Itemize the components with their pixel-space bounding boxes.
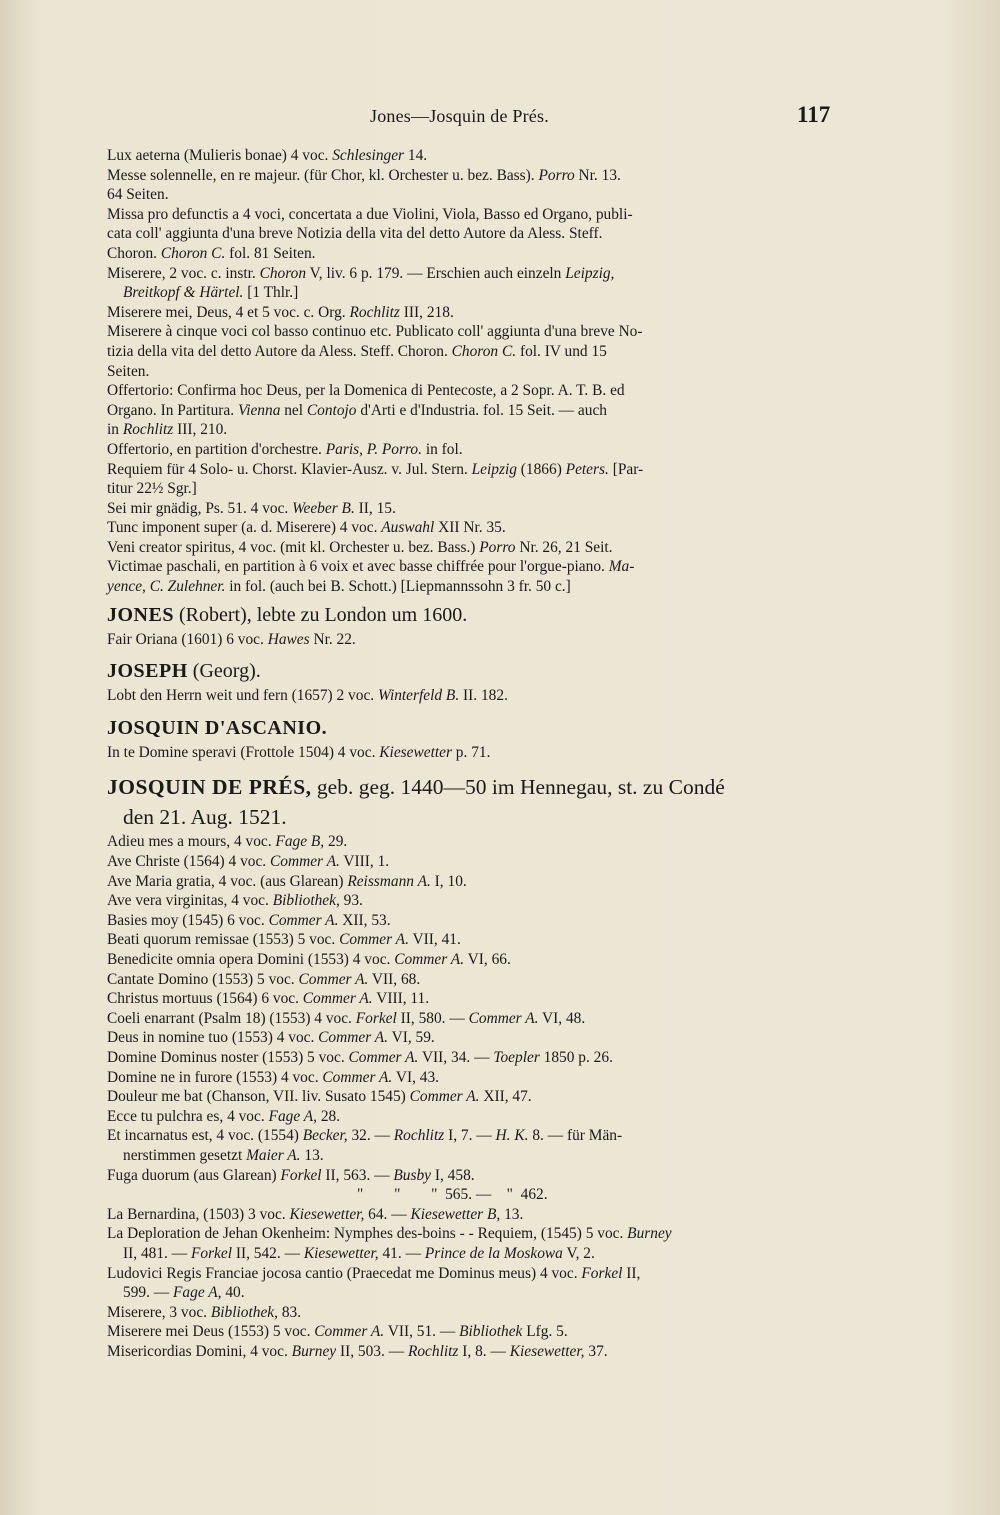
- entry-line: Seiten.: [107, 362, 150, 380]
- running-head: [0, 100, 1000, 136]
- entry-line: Ave vera virginitas, 4 voc. Bibliothek, 93.: [107, 892, 363, 910]
- entry-line: La Bernardina, (1503) 3 voc. Kiesewetter, 64. — Kiesewetter B, 13.: [107, 1205, 524, 1223]
- entry-line: Fair Oriana (1601) 6 voc. Hawes Nr. 22.: [107, 630, 356, 648]
- entry-line: Domine ne in furore (1553) 4 voc. Commer A. VI, 43.: [107, 1068, 440, 1086]
- entry-line: nerstimmen gesetzt Maier A. 13.: [123, 1146, 324, 1164]
- entry-line: Cantate Domino (1553) 5 voc. Commer A. VII, 68.: [107, 970, 421, 988]
- entry-line: titur 22½ Sgr.]: [107, 480, 197, 498]
- entry-line: Veni creator spiritus, 4 voc. (mit kl. Orchester u. bez. Bass.) Porro Nr. 26, 21 Seit.: [107, 538, 613, 556]
- entry-line: Ave Maria gratia, 4 voc. (aus Glarean) Reissmann A. I, 10.: [107, 872, 467, 890]
- entry-line: Missa pro defunctis a 4 voci, concertata a due Violini, Viola, Basso ed Organo, publi-: [107, 205, 633, 223]
- running-title: Jones—Josquin de Prés.: [370, 106, 549, 126]
- entry-line: Beati quorum remissae (1553) 5 voc. Commer A. VII, 41.: [107, 931, 461, 949]
- entry-line: Ecce tu pulchra es, 4 voc. Fage A, 28.: [107, 1107, 341, 1125]
- entry-line: Offertorio, en partition d'orchestre. Paris, P. Porro. in fol.: [107, 440, 463, 458]
- entry-line: Et incarnatus est, 4 voc. (1554) Becker, 32. — Rochlitz I, 7. — H. K. 8. — für Män-: [107, 1127, 623, 1145]
- entry-line: Tunc imponent super (a. d. Miserere) 4 voc. Auswahl XII Nr. 35.: [107, 519, 506, 537]
- entry-line: tizia della vita del detto Autore da Aless. Steff. Choron. Choron C. fol. IV und 15: [107, 342, 607, 360]
- composer-heading-josquin-dascanio: JOSQUIN D'ASCANIO.: [107, 716, 328, 739]
- entry-line: " " " 565. — " 462.: [357, 1186, 548, 1204]
- entry-line: Sei mir gnädig, Ps. 51. 4 voc. Weeber B. II, 15.: [107, 499, 396, 517]
- entry-line: Misericordias Domini, 4 voc. Burney II, 503. — Rochlitz I, 8. — Kiesewetter, 37.: [107, 1342, 608, 1360]
- composer-heading-joseph: JOSEPH (Georg).: [107, 660, 261, 683]
- entry-line: Miserere à cinque voci col basso continuo etc. Publicato coll' aggiunta d'una breve No-: [107, 323, 643, 341]
- entry-line: Domine Dominus noster (1553) 5 voc. Commer A. VII, 34. — Toepler 1850 p. 26.: [107, 1048, 613, 1066]
- entry-line: In te Domine speravi (Frottole 1504) 4 voc. Kiesewetter p. 71.: [107, 743, 491, 761]
- entry-line: Lux aeterna (Mulieris bonae) 4 voc. Schlesinger 14.: [107, 147, 428, 164]
- entry-line: Miserere, 2 voc. c. instr. Choron V, liv. 6 p. 179. — Erschien auch einzeln Leipzig,: [107, 264, 615, 282]
- composer-heading-jones: JONES (Robert), lebte zu London um 1600.: [107, 603, 468, 626]
- entry-line: Offertorio: Confirma hoc Deus, per la Domenica di Pentecoste, a 2 Sopr. A. T. B. ed: [107, 382, 625, 400]
- entry-line: Miserere mei, Deus, 4 et 5 voc. c. Org. Rochlitz III, 218.: [107, 303, 454, 321]
- entry-line: in Rochlitz III, 210.: [107, 421, 228, 439]
- entry-line: Deus in nomine tuo (1553) 4 voc. Commer A. VI, 59.: [107, 1029, 435, 1047]
- entry-line: Miserere mei Deus (1553) 5 voc. Commer A. VII, 51. — Bibliothek Lfg. 5.: [107, 1323, 568, 1341]
- entry-line: Choron. Choron C. fol. 81 Seiten.: [107, 244, 316, 262]
- entry-line: Organo. In Partitura. Vienna nel Contojo d'Arti e d'Industria. fol. 15 Seit. — auch: [107, 401, 607, 419]
- entry-line: Requiem für 4 Solo- u. Chorst. Klavier-Ausz. v. Jul. Stern. Leipzig (1866) Peters. [Par-: [107, 460, 644, 478]
- entry-line: Messe solennelle, en re majeur. (für Chor, kl. Orchester u. bez. Bass). Porro Nr. 13.: [107, 166, 621, 184]
- entry-line: Christus mortuus (1564) 6 voc. Commer A. VIII, 11.: [107, 990, 430, 1008]
- entry-line: yence, C. Zulehner. in fol. (auch bei B. Schott.) [Liepmannssohn 3 fr. 50 c.]: [107, 578, 571, 596]
- entry-line: 599. — Fage A, 40.: [123, 1284, 245, 1302]
- entry-line: Adieu mes a mours, 4 voc. Fage B, 29.: [107, 833, 348, 851]
- entry-line: Fuga duorum (aus Glarean) Forkel II, 563. — Busby I, 458.: [107, 1166, 475, 1184]
- composer-heading-josquin-de-pres: JOSQUIN DE PRÉS, geb. geg. 1440—50 im Hennegau, st. zu Condé: [107, 775, 725, 800]
- entry-line: Miserere, 3 voc. Bibliothek, 83.: [107, 1303, 302, 1321]
- entry-line: Ludovici Regis Franciae jocosa cantio (Praecedat me Dominus meus) 4 voc. Forkel II,: [107, 1264, 641, 1282]
- entry-line: Ave Christe (1564) 4 voc. Commer A. VIII, 1.: [107, 853, 390, 871]
- entry-line: Lobt den Herrn weit und fern (1657) 2 voc. Winterfeld B. II. 182.: [107, 687, 508, 705]
- entry-line: Coeli enarrant (Psalm 18) (1553) 4 voc. Forkel II, 580. — Commer A. VI, 48.: [107, 1009, 586, 1027]
- entry-line: Breitkopf & Härtel. [1 Thlr.]: [123, 284, 299, 302]
- catalog-text: [107, 146, 835, 1361]
- page-number: 117: [797, 102, 831, 127]
- entry-line: II, 481. — Forkel II, 542. — Kiesewetter, 41. — Prince de la Moskowa V, 2.: [123, 1244, 595, 1262]
- composer-heading-dates: den 21. Aug. 1521.: [123, 805, 287, 830]
- entry-line: Victimae paschali, en partition à 6 voix et avec basse chiffrée pour l'orgue-piano. Ma-: [107, 558, 635, 576]
- entry-line: Basies moy (1545) 6 voc. Commer A. XII, 53.: [107, 911, 391, 929]
- entry-line: La Deploration de Jehan Okenheim: Nymphes des-boins - - Requiem, (1545) 5 voc. Burney: [107, 1225, 672, 1243]
- entry-line: Benedicite omnia opera Domini (1553) 4 voc. Commer A. VI, 66.: [107, 951, 511, 968]
- entry-line: cata coll' aggiunta d'una breve Notizia della vita del detto Autore da Aless. Steff.: [107, 225, 603, 243]
- entry-line: 64 Seiten.: [107, 186, 169, 204]
- entry-line: Douleur me bat (Chanson, VII. liv. Susato 1545) Commer A. XII, 47.: [107, 1088, 532, 1106]
